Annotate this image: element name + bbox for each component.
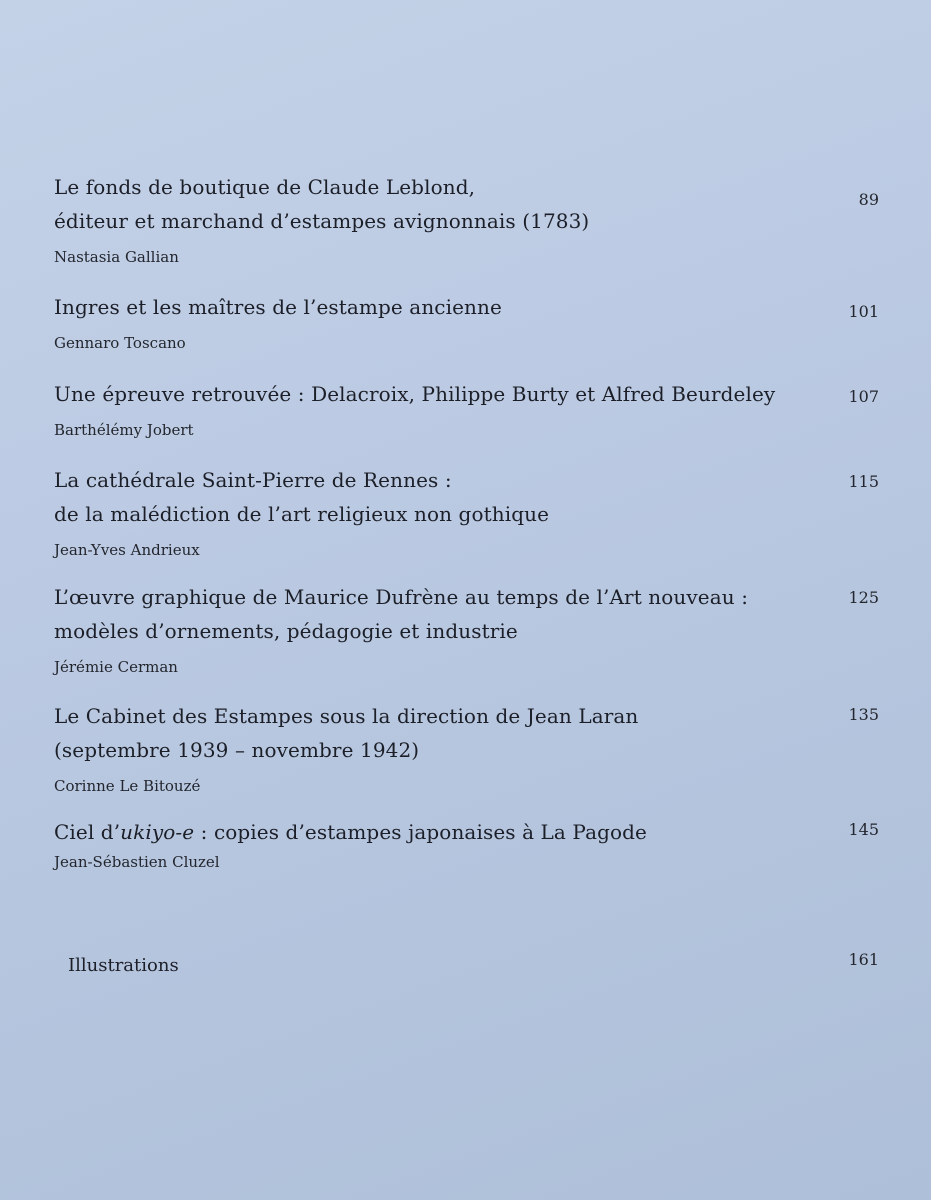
entry-title-line: Une épreuve retrouvée : Delacroix, Philippe Burty et Alfred Beurdeley bbox=[54, 382, 776, 406]
entry-author: Gennaro Toscano bbox=[54, 334, 186, 352]
entry-author: Corinne Le Bitouzé bbox=[54, 777, 201, 795]
toc-entry bbox=[54, 463, 874, 561]
entry-title bbox=[54, 170, 774, 238]
entry-title-line: La cathédrale Saint-Pierre de Rennes : bbox=[54, 468, 452, 492]
toc-entry bbox=[54, 290, 874, 354]
entry-title bbox=[54, 463, 774, 531]
toc-entry bbox=[54, 377, 874, 441]
entry-title bbox=[54, 580, 774, 648]
toc-entry bbox=[54, 580, 874, 678]
entry-page-number: 107 bbox=[848, 387, 879, 406]
entry-page-number: 125 bbox=[848, 588, 879, 607]
toc-entry bbox=[54, 170, 874, 268]
toc-entry bbox=[54, 815, 874, 873]
entry-title bbox=[54, 815, 774, 849]
entry-title-line: (septembre 1939 – novembre 1942) bbox=[54, 738, 420, 762]
entry-author: Jérémie Cerman bbox=[54, 658, 178, 676]
entry-page-number: 101 bbox=[848, 302, 879, 321]
entry-title-line: Le Cabinet des Estampes sous la direction de Jean Laran bbox=[54, 704, 639, 728]
entry-title-line: de la malédiction de l’art religieux non gothique bbox=[54, 502, 550, 526]
entry-title-prefix: Ciel d’ bbox=[54, 820, 121, 844]
entry-page-number: 145 bbox=[848, 820, 879, 839]
entry-page-number: 89 bbox=[858, 190, 879, 209]
illustrations-label: Illustrations bbox=[68, 955, 179, 976]
entry-title bbox=[54, 699, 774, 767]
toc-entry bbox=[54, 699, 874, 797]
entry-author: Jean-Yves Andrieux bbox=[54, 541, 200, 559]
entry-page-number: 115 bbox=[848, 472, 879, 491]
entry-author: Nastasia Gallian bbox=[54, 248, 179, 266]
entry-title-line: modèles d’ornements, pédagogie et industrie bbox=[54, 619, 518, 643]
entry-title-line: L’œuvre graphique de Maurice Dufrène au temps de l’Art nouveau : bbox=[54, 585, 749, 609]
entry-title bbox=[54, 377, 774, 411]
entry-title-line: éditeur et marchand d’estampes avignonnais (1783) bbox=[54, 209, 590, 233]
entry-author: Jean-Sébastien Cluzel bbox=[54, 853, 220, 871]
entry-title-line: Le fonds de boutique de Claude Leblond, bbox=[54, 175, 476, 199]
entry-title-line: Ingres et les maîtres de l’estampe ancienne bbox=[54, 295, 502, 319]
entry-title bbox=[54, 290, 774, 324]
entry-page-number: 135 bbox=[848, 705, 879, 724]
illustrations-page-number: 161 bbox=[848, 950, 879, 969]
entry-title-suffix: : copies d’estampes japonaises à La Pagode bbox=[194, 820, 647, 844]
entry-title-line bbox=[54, 815, 774, 849]
entry-author: Barthélémy Jobert bbox=[54, 421, 194, 439]
entry-title-italic: ukiyo-e bbox=[120, 820, 195, 844]
